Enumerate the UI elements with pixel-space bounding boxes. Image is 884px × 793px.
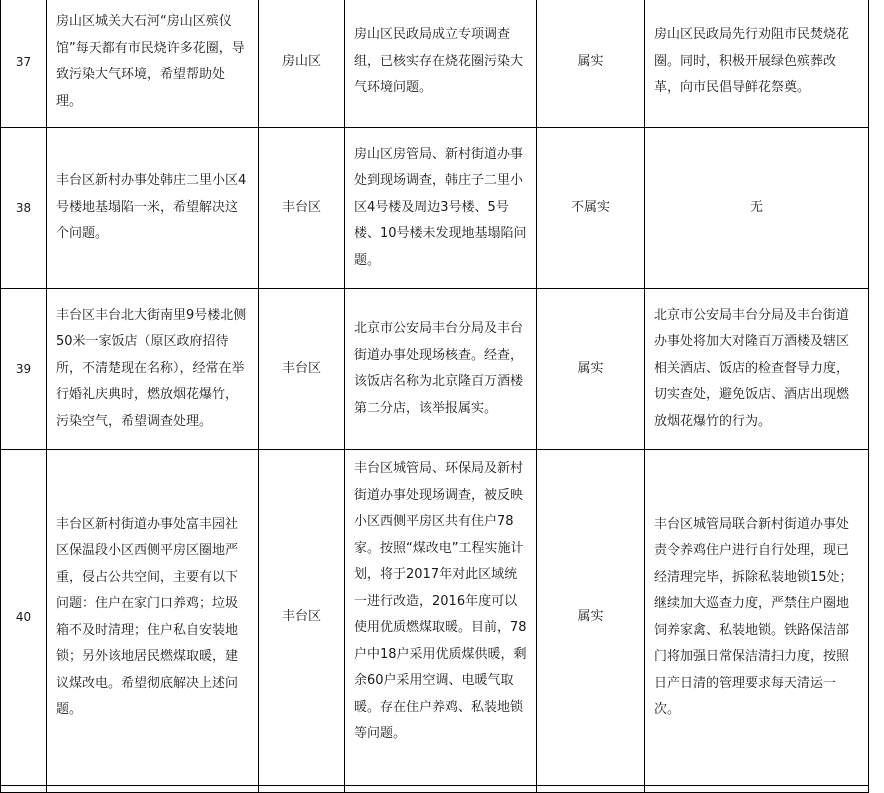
action-cell: 北京市公安局丰台分局及丰台街道办事处将加大对隆百万酒楼及辖区相关酒店、饭店的检查督导力度，切实查处，避免饭店、酒店出现燃放烟花爆竹的行为。 xyxy=(645,289,869,450)
empty-cell xyxy=(259,786,345,793)
complaint-content: 丰台区新村办事处韩庄二里小区4号楼地基塌陷一米，希望解决这个问题。 xyxy=(47,128,259,289)
verdict-cell: 属实 xyxy=(537,450,645,786)
row-number: 38 xyxy=(1,128,47,289)
table-row xyxy=(1,450,869,786)
investigation-cell: 北京市公安局丰台分局及丰台街道办事处现场核查。经查，该饭店名称为北京隆百万酒楼第二分店，该举报属实。 xyxy=(345,289,537,450)
district-cell: 丰台区 xyxy=(259,128,345,289)
verdict-cell: 属实 xyxy=(537,289,645,450)
empty-cell xyxy=(645,786,869,793)
table-row xyxy=(1,128,869,289)
empty-cell xyxy=(47,786,259,793)
empty-cell xyxy=(537,786,645,793)
row-number: 37 xyxy=(1,0,47,128)
verdict-cell: 不属实 xyxy=(537,128,645,289)
action-cell: 无 xyxy=(645,128,869,289)
empty-cell xyxy=(1,786,47,793)
district-cell: 丰台区 xyxy=(259,289,345,450)
district-cell: 房山区 xyxy=(259,0,345,128)
complaint-content: 丰台区丰台北大街南里9号楼北侧50米一家饭店（原区政府招待所，不清楚现在名称），经常在举行婚礼庆典时，燃放烟花爆竹，污染空气，希望调查处理。 xyxy=(47,289,259,450)
table-row xyxy=(1,786,869,793)
action-cell: 房山区民政局先行劝阻市民焚烧花圈。同时，积极开展绿色殡葬改革，向市民倡导鲜花祭奠。 xyxy=(645,0,869,128)
district-cell: 丰台区 xyxy=(259,450,345,786)
complaint-content: 房山区城关大石河“房山区殡仪馆”每天都有市民烧许多花圈，导致污染大气环境，希望帮助处理。 xyxy=(47,0,259,128)
row-number: 40 xyxy=(1,450,47,786)
row-number: 39 xyxy=(1,289,47,450)
investigation-cell: 房山区民政局成立专项调查组，已核实存在烧花圈污染大气环境问题。 xyxy=(345,0,537,128)
investigation-cell: 丰台区城管局、环保局及新村街道办事处现场调查，被反映小区西侧平房区共有住户78家。按照“煤改电”工程实施计划，将于2017年对此区域统一进行改造，2016年度可以使用优质燃煤取暖。目前，78户中18户采用优质煤供暖，剩余60户采用空调、电暖气取暖。存在住户养鸡、私装地锁等问题。 xyxy=(345,450,537,786)
verdict-cell: 属实 xyxy=(537,0,645,128)
action-cell: 丰台区城管局联合新村街道办事处责令养鸡住户进行自行处理，现已经清理完毕，拆除私装地锁15处；继续加大巡查力度，严禁住户圈地饲养家禽、私装地锁。铁路保洁部门将加强日常保洁清扫力度，按照日产日清的管理要求每天清运一次。 xyxy=(645,450,869,786)
table-row xyxy=(1,0,869,128)
investigation-cell: 房山区房管局、新村街道办事处到现场调查，韩庄子二里小区4号楼及周边3号楼、5号楼、10号楼未发现地基塌陷问题。 xyxy=(345,128,537,289)
complaint-content: 丰台区新村街道办事处富丰园社区保温段小区西侧平房区圈地严重，侵占公共空间，主要有以下问题：住户在家门口养鸡；垃圾箱不及时清理；住户私自安装地锁；另外该地居民燃煤取暖，建议煤改电。希望彻底解决上述问题。 xyxy=(47,450,259,786)
empty-cell xyxy=(345,786,537,793)
table-row xyxy=(1,289,869,450)
